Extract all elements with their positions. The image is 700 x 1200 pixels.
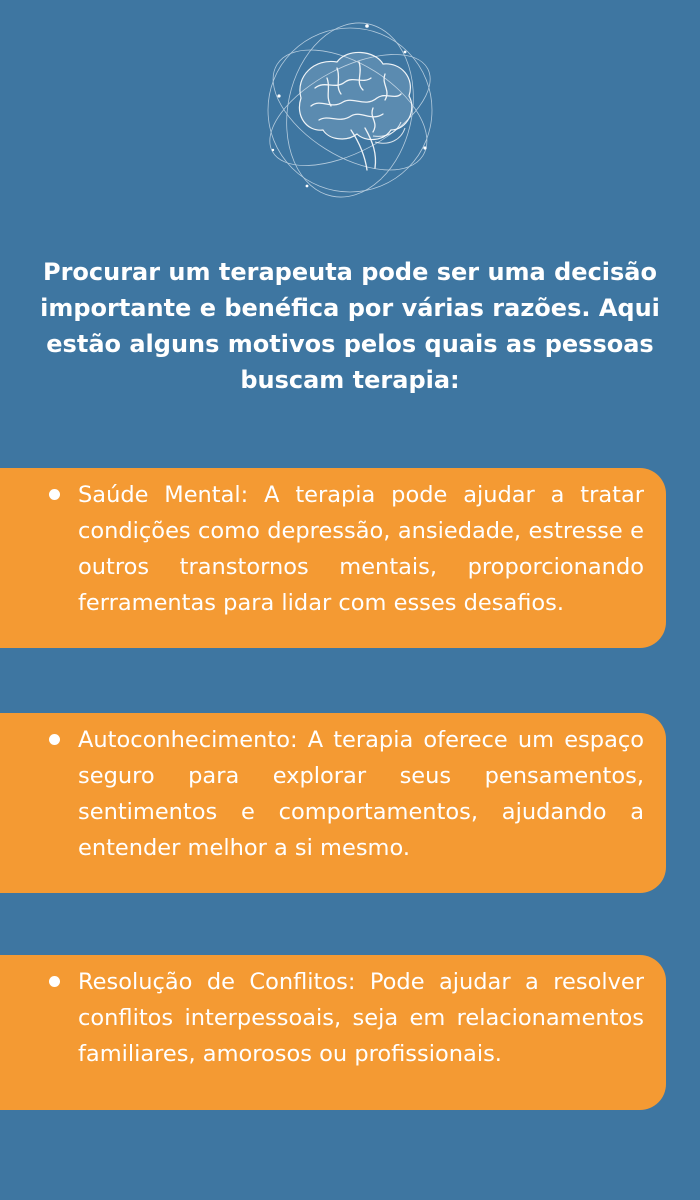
reason-text: Saúde Mental: A terapia pode ajudar a tratar condições como depressão, ansiedade, estresse e outros transtornos mentais, proporcionando ferramentas para lidar com esses desafios. (78, 482, 644, 616)
reason-text: Autoconhecimento: A terapia oferece um espaço seguro para explorar seus pensamentos, sentimentos e comportamentos, ajudando a entender melhor a si mesmo. (78, 727, 644, 861)
reason-text: Resolução de Conflitos: Pode ajudar a resolver conflitos interpessoais, seja em relacionamentos familiares, amorosos ou profissionais. (78, 969, 644, 1067)
bullet-dot-icon (49, 734, 60, 745)
bullet-dot-icon (49, 489, 60, 500)
bullet-dot-icon (49, 976, 60, 987)
intro-heading: Procurar um terapeuta pode ser uma decisão importante e benéfica por várias razões. Aqui estão alguns motivos pelos quais as pessoas buscam terapia: (40, 258, 660, 394)
reason-card-conflict-resolution (0, 955, 666, 1110)
reason-card-mental-health (0, 468, 666, 648)
reason-card-self-knowledge (0, 713, 666, 893)
brain-icon (255, 18, 445, 213)
